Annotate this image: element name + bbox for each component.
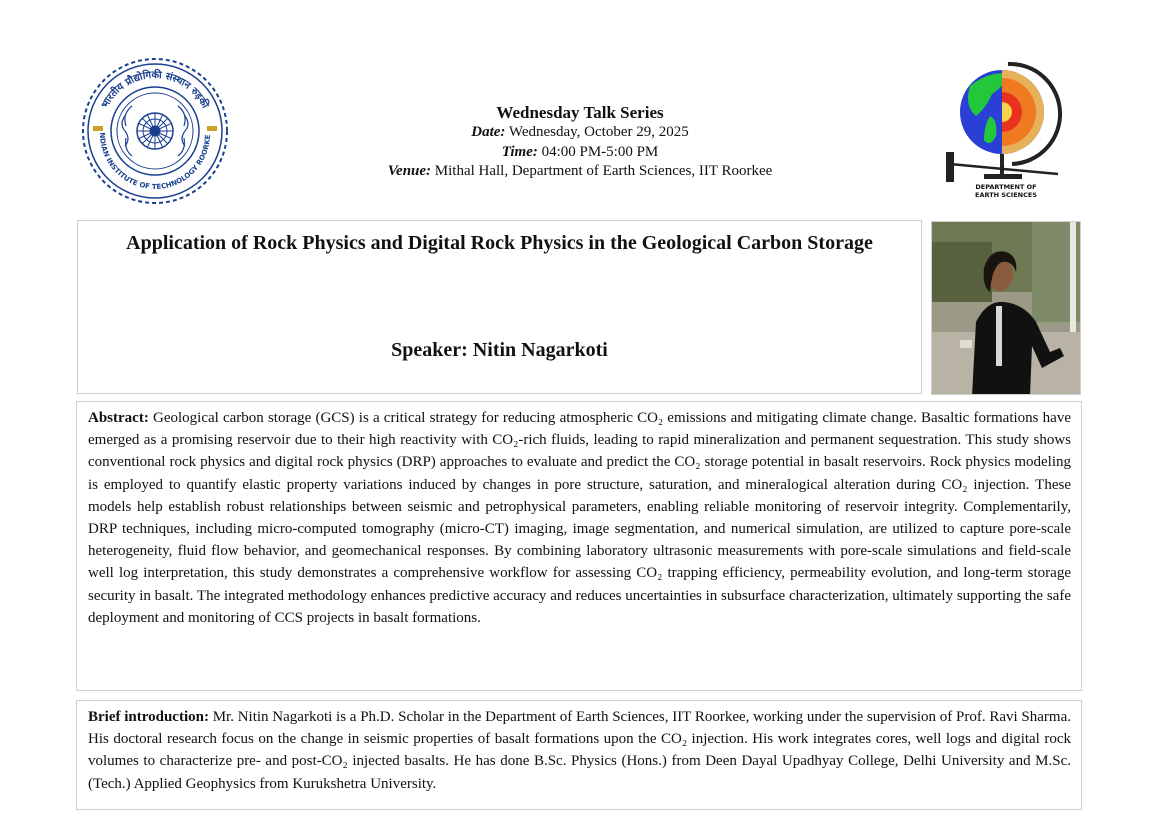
date-value: Wednesday, October 29, 2025 (505, 124, 689, 140)
venue-value: Mithal Hall, Department of Earth Sciences, IIT Roorkee (431, 163, 773, 179)
event-header (330, 102, 830, 182)
talk-title-box (77, 220, 922, 394)
time-label: Time: (501, 143, 538, 160)
bio-text: Mr. Nitin Nagarkoti is a Ph.D. Scholar in the Department of Earth Sciences, IIT Roorkee, working under the supervision of Prof. Ravi Sharma. His doctoral research focus on the change in seismic properties of basalt formations upon the CO₂ injection. His work integrates cores, well logs and digital rock volumes to characterize pre- and post-CO₂ injected basalts. He has done B.Sc. Physics (Hons.) from Deen Dayal Upadhyay College, Delhi University and M.Sc. (Tech.) Applied Geophysics from Kurukshetra University. (88, 709, 1072, 792)
speaker-photo-image (932, 222, 1081, 395)
date-label: Date: (471, 124, 506, 140)
speaker-photo (931, 221, 1081, 395)
abstract-box (76, 401, 1082, 691)
abstract-label: Abstract: (88, 410, 149, 426)
venue-line (330, 162, 830, 182)
seal-graphic (80, 56, 230, 206)
venue-label: Venue: (387, 163, 432, 179)
time-value: 04:00 PM-5:00 PM (537, 143, 659, 160)
talk-title: Application of Rock Physics and Digital Rock Physics in the Geological Carbon Storage (126, 232, 873, 254)
globe-hammer-icon (940, 56, 1070, 201)
bio-label: Brief introduction: (88, 709, 209, 725)
seal-text-bottom: NDIAN INSTITUTE OF TECHNOLOGY ROORKE (97, 132, 213, 192)
earth-sciences-logo (940, 56, 1070, 201)
brief-introduction-box (76, 700, 1082, 810)
series-title: Wednesday Talk Series (496, 103, 664, 122)
iit-roorkee-logo (80, 56, 230, 206)
logo-caption-line1: DEPARTMENT OF (975, 183, 1037, 191)
date-line (330, 123, 830, 143)
logo-caption-line2: EARTH SCIENCES (975, 191, 1037, 199)
time-line (330, 143, 830, 163)
speaker-name: Speaker: Nitin Nagarkoti (391, 339, 608, 361)
seal-text-top: भारतीय प्रौद्योगिकी संस्थान रुड़की (99, 69, 211, 111)
abstract-text: Geological carbon storage (GCS) is a critical strategy for reducing atmospheric CO₂ emissions and mitigating climate change. Basaltic formations have emerged as a promising reservoir due to their high reactivity with CO₂-rich fluids, leading to rapid mineralization and permanent sequestration. This study shows conventional rock physics and digital rock physics (DRP) approaches to evaluate and predict the CO₂ storage potential in basalt reservoirs. Rock physics modeling is employed to quantify elastic property variations induced by changes in pore structure, saturation, and mineralogical alteration during CO₂ injection. These models help establish robust relationships between seismic and petrophysical parameters, enabling reliable monitoring of reservoir integrity. Complementarily, DRP techniques, including micro-computed tomography (micro-CT) imaging, image segmentation, and numerical simulation, are utilized to capture pore-scale heterogeneity, fluid flow behavior, and geomechanical responses. By combining laboratory ultrasonic measurements with pore-scale simulations and field-scale well log interpretation, this study demonstrates a comprehensive workflow for assessing CO₂ trapping efficiency, permeability evolution, and long-term storage security in basalt. The integrated methodology enhances predictive accuracy and reduces uncertainties in subsurface characterization, ultimately supporting the safe deployment and monitoring of CCS projects in basalt formations. (88, 410, 1071, 626)
